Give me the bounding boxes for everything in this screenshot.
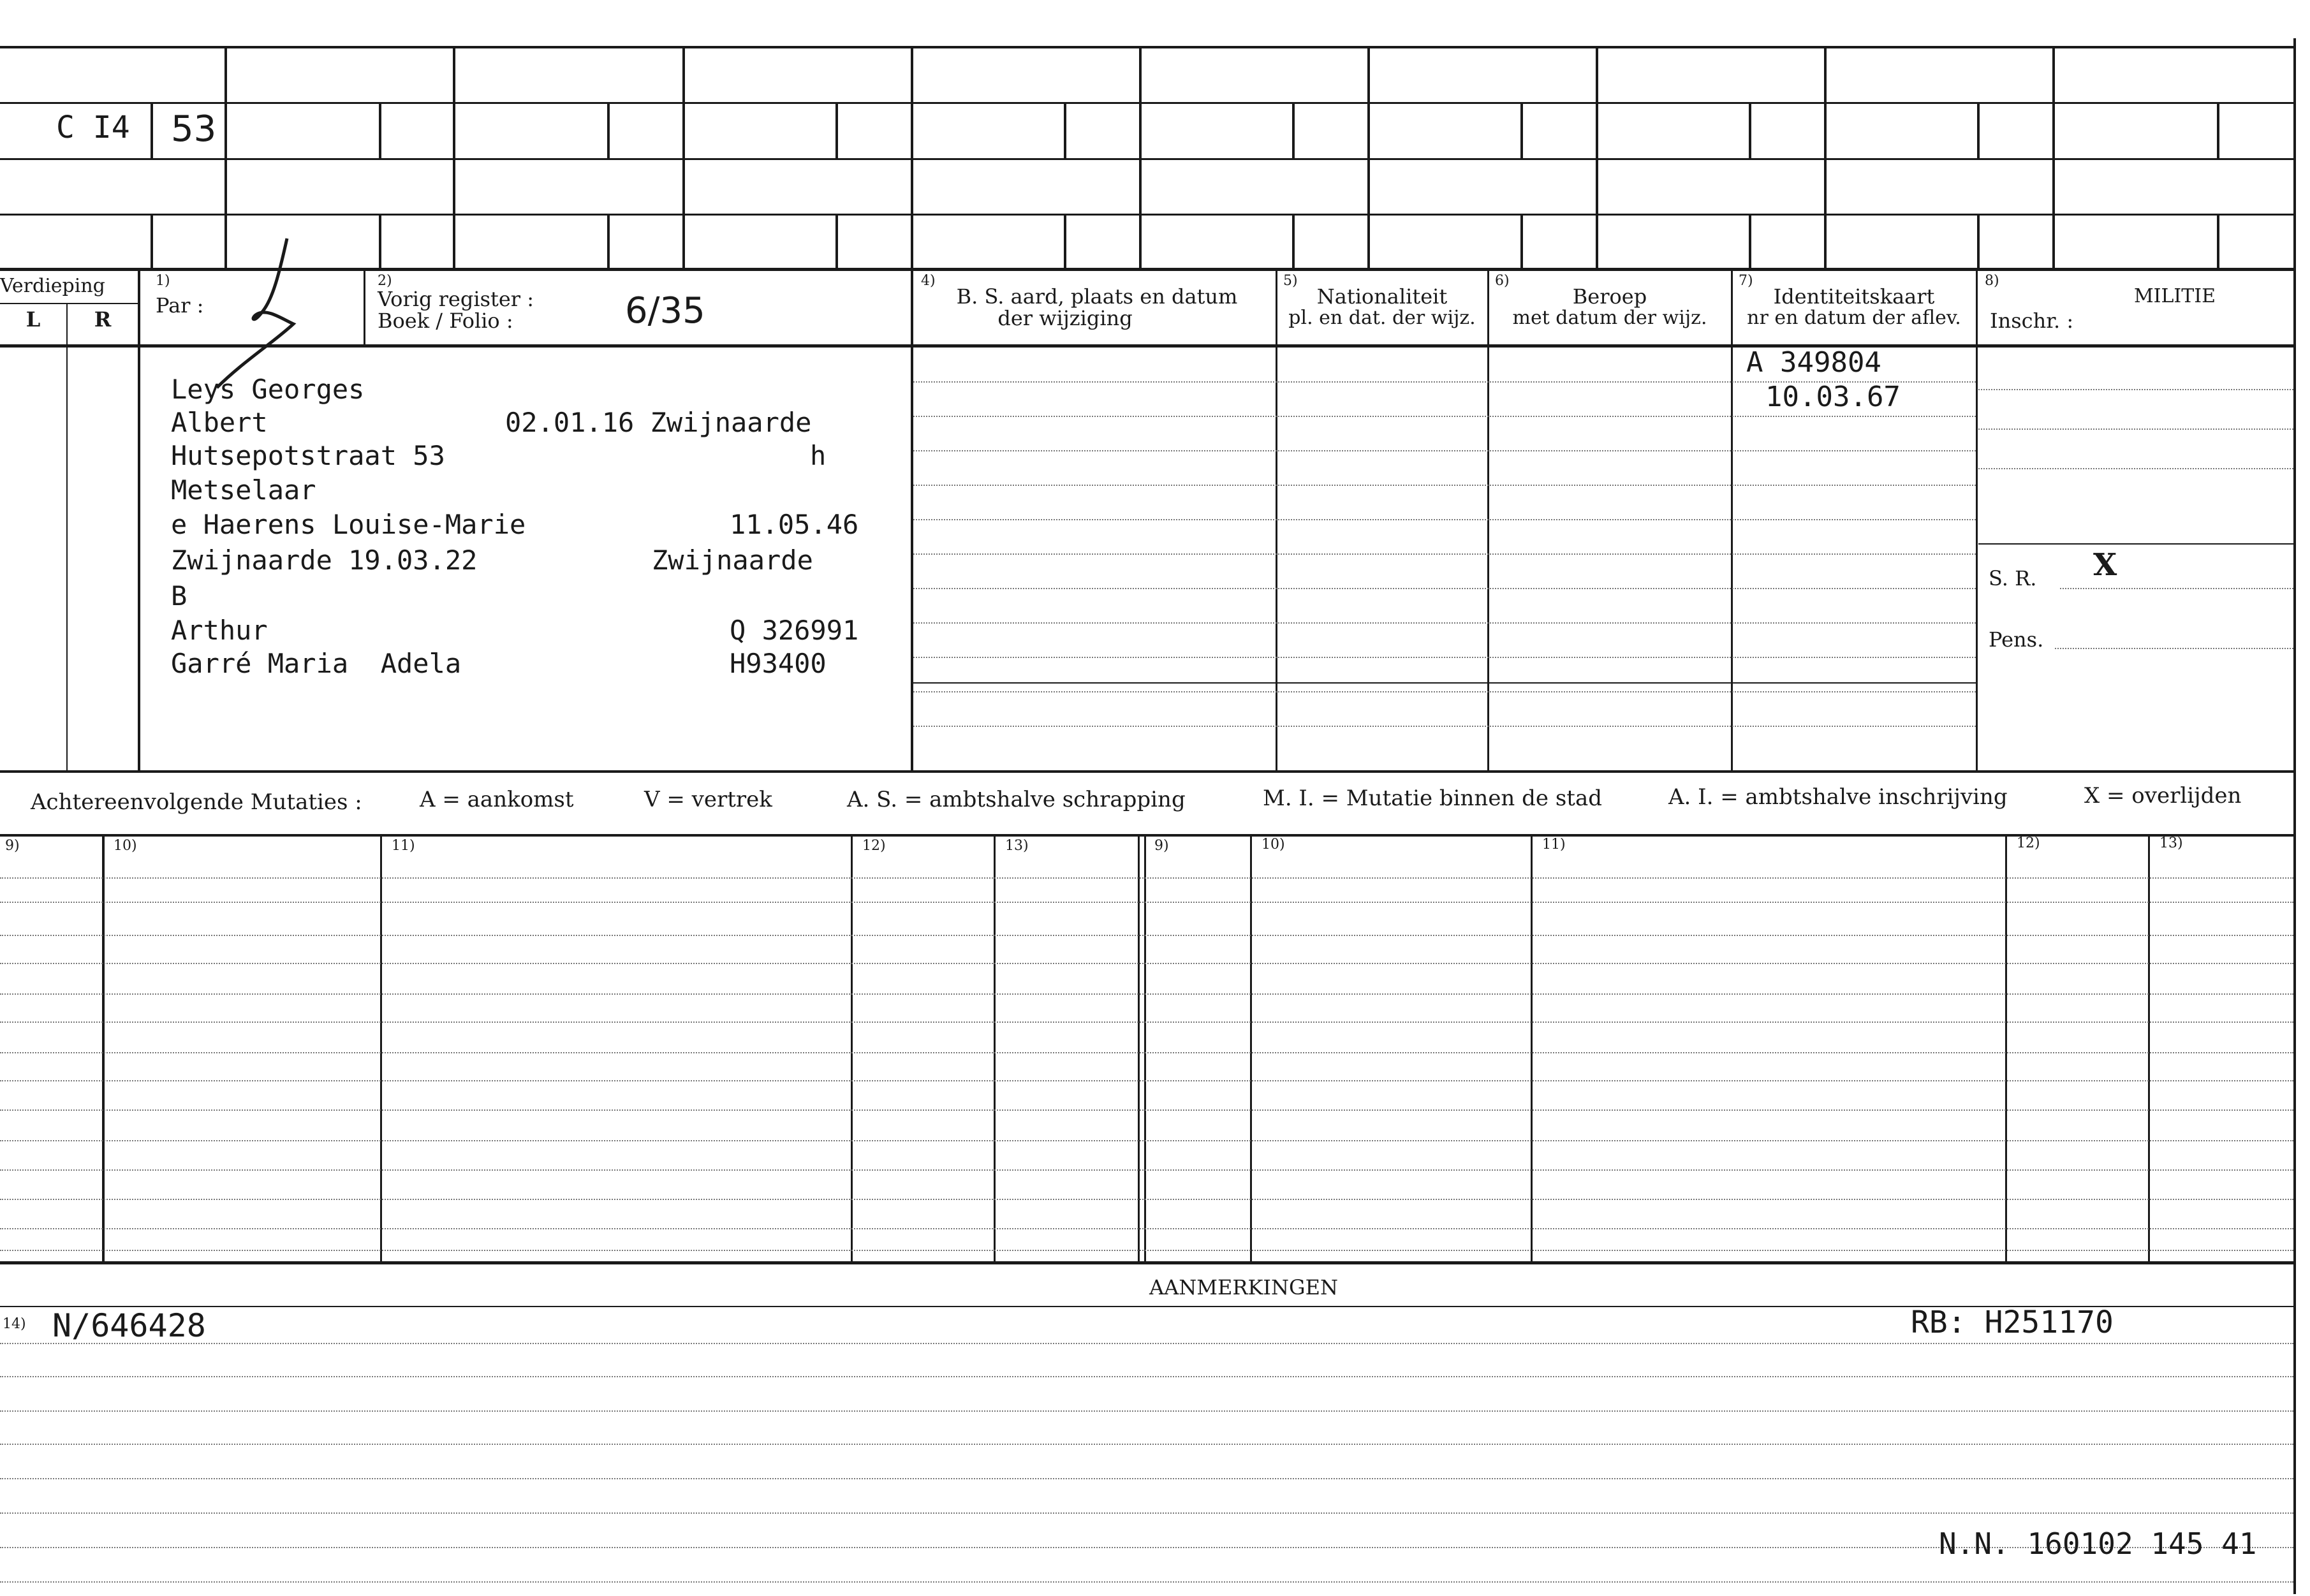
remark-line	[0, 1512, 2293, 1514]
ruled-line	[913, 450, 1976, 451]
grid-col-line	[453, 46, 455, 268]
aanmerkingen-value: N/646428	[52, 1307, 206, 1344]
grid-row-line	[0, 214, 2296, 216]
mutation-table-top	[0, 834, 2296, 837]
mutaties-title: Achtereenvolgende Mutaties :	[31, 789, 362, 815]
footnote-14: 14)	[3, 1316, 26, 1332]
r-label: R	[94, 307, 112, 332]
grid-sub-line	[151, 214, 153, 268]
person-line-6b: Zwijnaarde	[652, 545, 813, 576]
footnote-2: 2)	[378, 273, 392, 289]
sr-value: X	[2093, 547, 2117, 583]
inschr-label: Inschr. :	[1990, 309, 2074, 333]
grid-sub-line	[607, 214, 610, 268]
mut-ruled-line	[0, 1021, 2293, 1023]
militie-line	[1978, 428, 2293, 430]
grid-sub-line	[1520, 214, 1523, 268]
id-header-line1: Identiteitskaart	[1773, 284, 1935, 309]
person-line-2a: Albert	[171, 407, 268, 438]
person-line-4: Metselaar	[171, 474, 316, 506]
grid-sub-line	[607, 102, 610, 158]
pens-label: Pens.	[1989, 627, 2044, 652]
grid-col-line	[1139, 46, 1142, 268]
grid-sub-line	[1749, 102, 1751, 158]
col-divider	[1976, 268, 1978, 772]
footnote-6: 6)	[1495, 273, 1510, 289]
bs-header-line2: der wijziging	[997, 306, 1133, 330]
person-line-1: Leys Georges	[171, 374, 365, 405]
grid-col-line	[1596, 46, 1598, 268]
national-number: N.N. 160102 145 41	[1939, 1526, 2257, 1561]
ruled-line	[913, 519, 1976, 520]
mut-ruled-line	[0, 877, 2293, 879]
mut-col-10: 10)	[114, 838, 137, 854]
ruled-line	[913, 691, 1976, 692]
mutatie-as: A. S. = ambtshalve schrapping	[847, 787, 1186, 812]
remark-line	[0, 1376, 2293, 1377]
remark-line	[0, 1581, 2293, 1583]
mut-col-12b: 12)	[2017, 835, 2040, 851]
footnote-4: 4)	[921, 273, 936, 289]
house-code: C I4	[56, 110, 130, 145]
militie-line-solid	[1978, 543, 2293, 545]
person-line-5b: 11.05.46	[730, 509, 859, 540]
person-line-9b: H93400	[730, 648, 827, 679]
bs-header-line1: B. S. aard, plaats en datum	[956, 284, 1238, 309]
boek-folio-label: Boek / Folio :	[378, 309, 513, 333]
grid-sub-line	[835, 214, 838, 268]
footnote-7: 7)	[1739, 273, 1753, 289]
grid-sub-line	[1292, 102, 1295, 158]
ruled-line	[913, 416, 1976, 417]
ruled-line	[913, 622, 1976, 624]
aanmerkingen-title: AANMERKINGEN	[1149, 1275, 1338, 1299]
mutation-table-bottom	[0, 1261, 2296, 1264]
mut-ruled-line	[0, 902, 2293, 903]
mut-ruled-line	[0, 1228, 2293, 1229]
remark-line	[0, 1444, 2293, 1445]
mut-col-13: 13)	[1005, 838, 1029, 854]
nat-header-line1: Nationaliteit	[1316, 284, 1448, 309]
mut-ruled-line	[0, 963, 2293, 964]
grid-col-line	[1824, 46, 1827, 268]
grid-row-line	[0, 158, 2296, 160]
mutatie-ai: A. I. = ambtshalve inschrijving	[1668, 784, 2008, 810]
grid-col-line	[1367, 46, 1370, 268]
mut-ruled-line	[0, 1199, 2293, 1200]
person-line-5a: e Haerens Louise-Marie	[171, 509, 526, 540]
ruled-line-solid	[913, 682, 1976, 684]
ruled-line	[913, 657, 1976, 658]
grid-sub-line	[1977, 214, 1980, 268]
militie-label: MILITIE	[2133, 285, 2216, 307]
pens-line	[2055, 648, 2293, 649]
grid-sub-line	[379, 102, 381, 158]
person-line-7: B	[171, 580, 188, 611]
lr-divider	[66, 303, 68, 772]
grid-col-line	[911, 46, 913, 268]
grid-row-line	[0, 268, 2296, 271]
person-line-6a: Zwijnaarde 19.03.22	[171, 545, 478, 576]
mut-col-11b: 11)	[1542, 837, 1566, 853]
vorig-register-label: Vorig register :	[378, 287, 534, 311]
par-box-top	[138, 344, 911, 346]
col-divider	[138, 268, 140, 772]
ruled-line	[913, 726, 1976, 727]
verdieping-label: Verdieping	[0, 275, 105, 297]
grid-col-line	[682, 46, 685, 268]
grid-sub-line	[1292, 214, 1295, 268]
right-border	[2293, 38, 2296, 1594]
mut-ruled-line	[0, 1109, 2293, 1111]
militie-line	[1978, 468, 2293, 469]
militie-line	[1978, 389, 2293, 390]
mutatie-x: X = overlijden	[2084, 783, 2242, 809]
grid-sub-line	[2217, 102, 2219, 158]
mut-col-9b: 9)	[1154, 838, 1169, 854]
boek-folio-value: 6/35	[625, 290, 705, 332]
house-number: 53	[171, 108, 217, 150]
mutatie-a: A = aankomst	[420, 787, 574, 812]
mut-col-10b: 10)	[1262, 837, 1285, 853]
beroep-header-line1: Beroep	[1572, 284, 1647, 309]
rb-number: RB: H251170	[1911, 1305, 2114, 1340]
mut-ruled-line	[0, 1250, 2293, 1251]
col-divider	[364, 268, 365, 344]
grid-sub-line	[1064, 102, 1066, 158]
footnote-5: 5)	[1283, 273, 1298, 289]
mut-ruled-line	[0, 935, 2293, 936]
nat-header-line2: pl. en dat. der wijz.	[1288, 307, 1476, 329]
mut-ruled-line	[0, 1052, 2293, 1053]
mut-col-12: 12)	[862, 838, 886, 854]
ruled-line	[913, 553, 1976, 555]
verdieping-divider	[0, 303, 138, 304]
mut-ruled-line	[0, 1169, 2293, 1171]
person-line-8a: Arthur	[171, 615, 268, 646]
remark-line	[0, 1410, 2293, 1412]
l-label: L	[26, 307, 41, 332]
sr-line	[2060, 588, 2293, 589]
mut-col-11: 11)	[392, 838, 415, 854]
grid-sub-line	[1520, 102, 1523, 158]
footnote-8: 8)	[1985, 273, 1999, 289]
grid-sub-line	[1749, 214, 1751, 268]
mutatie-mi: M. I. = Mutatie binnen de stad	[1263, 786, 1602, 811]
body-bottom-line	[0, 770, 2296, 773]
mut-col-9: 9)	[5, 838, 20, 854]
mut-ruled-line	[0, 1140, 2293, 1141]
mut-ruled-line	[0, 993, 2293, 995]
grid-sub-line	[2217, 214, 2219, 268]
top-border	[0, 46, 2296, 48]
id-header-line2: nr en datum der aflev.	[1747, 307, 1961, 329]
sr-label: S. R.	[1989, 566, 2037, 590]
person-line-3b: h	[810, 440, 827, 471]
grid-sub-line	[1064, 214, 1066, 268]
grid-sub-line	[835, 102, 838, 158]
identity-card-number: A 349804	[1746, 346, 1881, 379]
par-label: Par :	[156, 293, 204, 318]
grid-sub-line	[151, 102, 153, 158]
remark-line	[0, 1343, 2293, 1344]
mutatie-v: V = vertrek	[644, 787, 772, 812]
grid-col-line	[2052, 46, 2055, 268]
beroep-header-line2: met datum der wijz.	[1512, 307, 1707, 329]
mut-col-13b: 13)	[2159, 835, 2183, 851]
ruled-line	[913, 588, 1976, 589]
ruled-line	[913, 485, 1976, 486]
identity-card-date: 10.03.67	[1765, 381, 1901, 413]
footnote-1: 1)	[156, 273, 170, 289]
person-line-3a: Hutsepotstraat 53	[171, 440, 445, 471]
person-line-2b: 02.01.16 Zwijnaarde	[505, 407, 812, 438]
grid-row-line	[0, 102, 2296, 104]
mut-ruled-line	[0, 1080, 2293, 1081]
remark-line	[0, 1478, 2293, 1479]
grid-sub-line	[1977, 102, 1980, 158]
person-line-9a: Garré Maria Adela	[171, 648, 462, 679]
grid-sub-line	[379, 214, 381, 268]
person-line-8b: Q 326991	[730, 615, 859, 646]
